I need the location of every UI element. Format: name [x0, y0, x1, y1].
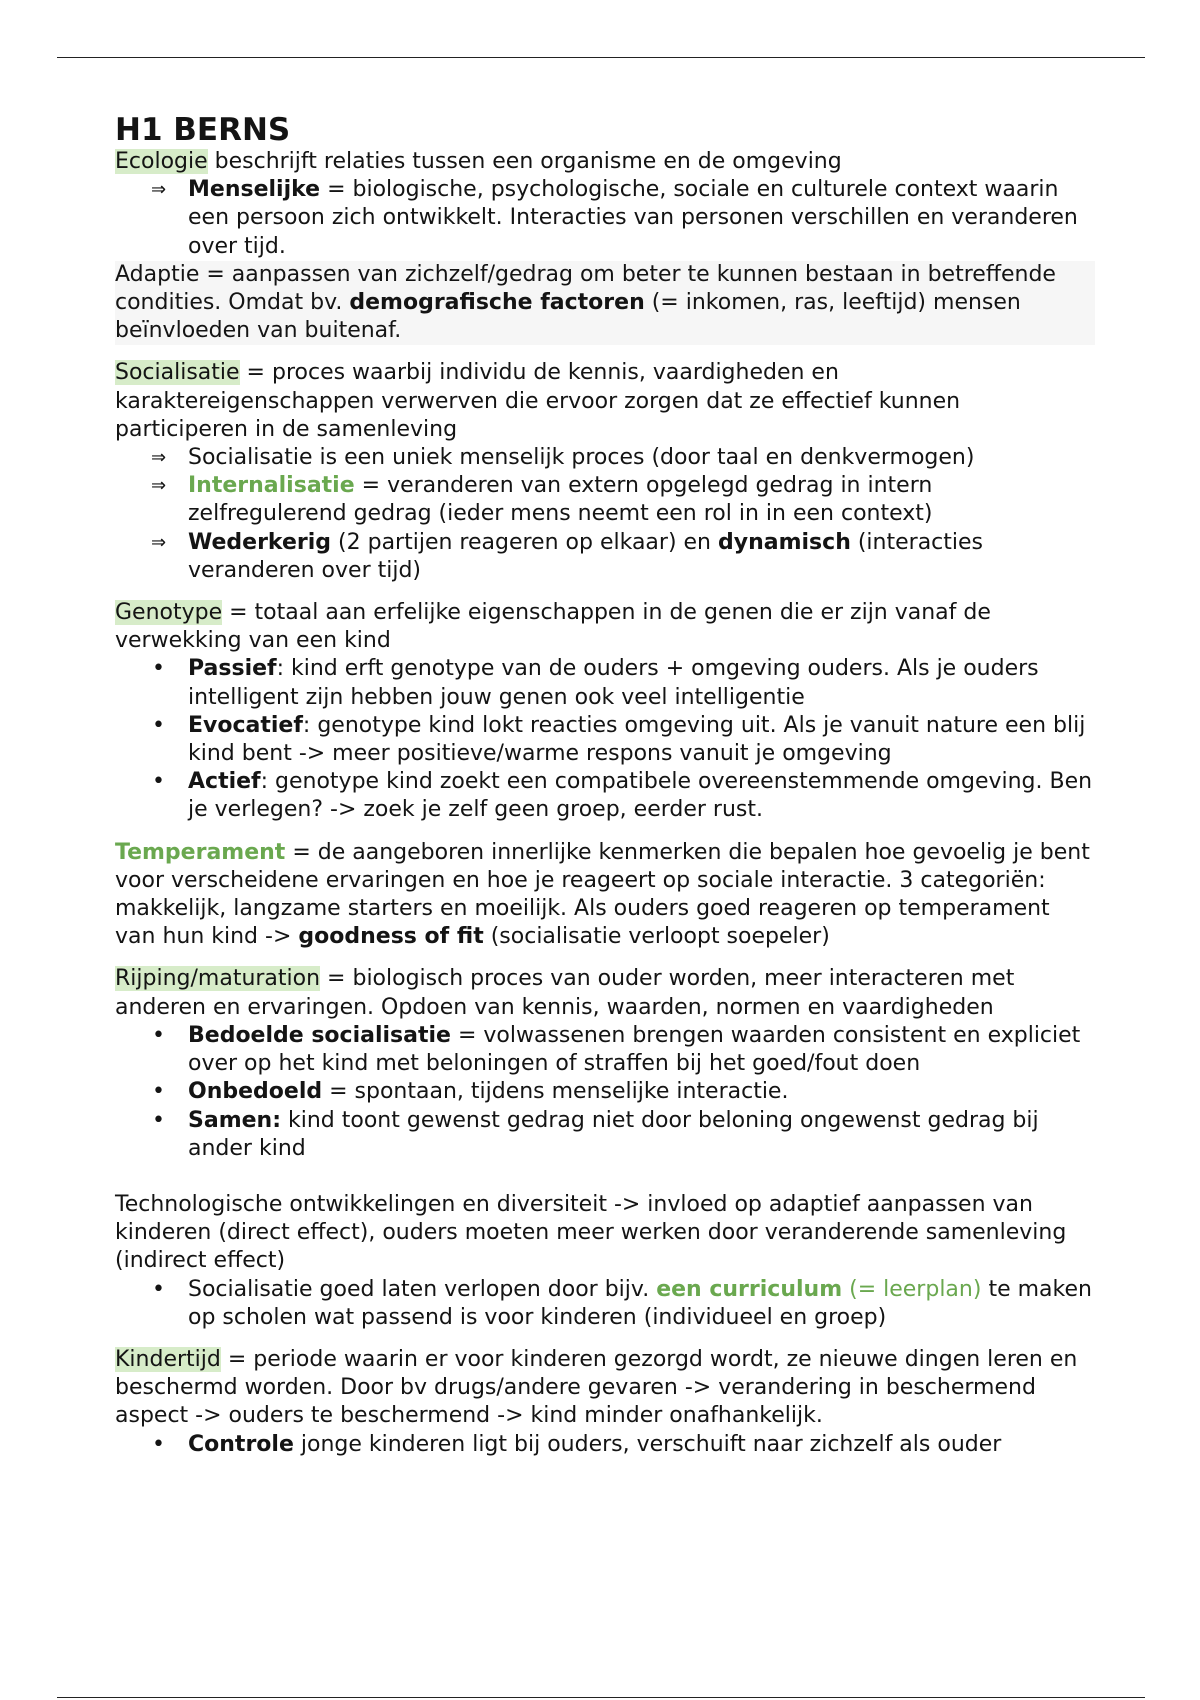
section-rijping: [115, 965, 1095, 1162]
term-highlight: Socialisatie: [115, 360, 240, 386]
term-highlight: Rijping/maturation: [115, 966, 321, 992]
list-item: • Evocatief: genotype kind lokt reacties omgeving uit. Als je vanuit nature een blij kind bent -> meer positieve/warme respons vanuit je omgeving: [115, 712, 1095, 768]
adaptie-paragraph: Adaptie = aanpassen van zichzelf/gedrag om beter te kunnen bestaan in betreffende condities. Omdat bv. demografische factoren (= inkomen, ras, leeftijd) mensen beïnvloeden van buitenaf.: [115, 261, 1095, 346]
footer-rule: [57, 1697, 1145, 1698]
list-item: • Onbedoeld = spontaan, tijdens menselijke interactie.: [115, 1078, 1095, 1106]
section-genotype: [115, 599, 1095, 825]
section-socialisatie: [115, 359, 1095, 585]
list-item: • Controle jonge kinderen ligt bij ouders, verschuift naar zichzelf als ouder: [115, 1431, 1095, 1459]
ecologie-list: [115, 176, 1095, 261]
green-term: een curriculum: [656, 1276, 843, 1302]
list-item: • Samen: kind toont gewenst gedrag niet door beloning ongewenst gedrag bij ander kind: [115, 1107, 1095, 1163]
header-rule: [57, 57, 1145, 58]
list-item: ⇒ Menselijke = biologische, psychologische, sociale en culturele context waarin een persoon zich ontwikkelt. Interacties van personen verschillen en veranderen over tijd.: [115, 176, 1095, 261]
page-title: H1 BERNS: [115, 112, 291, 148]
socialisatie-list: [115, 444, 1095, 585]
temperament-paragraph: Temperament = de aangeboren innerlijke kenmerken die bepalen hoe gevoelig je bent voor verscheidene ervaringen en hoe je reageert op sociale interactie. 3 categoriën: makkelijk, langzame starters en moeilijk. Als ouders goed reageren op temperament van hun kind -> goodness of fit (socialisatie verloopt soepeler): [115, 839, 1090, 950]
technologie-paragraph: Technologische ontwikkelingen en diversiteit -> invloed op adaptief aanpassen van kinderen (direct effect), ouders moeten meer werken door veranderende samenleving (indirect effect): [115, 1191, 1067, 1274]
section-technologie: [115, 1191, 1095, 1332]
document-body: [115, 112, 1095, 1459]
list-item: ⇒ Wederkerig (2 partijen reageren op elkaar) en dynamisch (interacties veranderen over tijd): [115, 529, 1095, 585]
section-kindertijd: [115, 1346, 1095, 1459]
ecologie-definition: Ecologie beschrijft relaties tussen een organisme en de omgeving: [115, 149, 842, 174]
technologie-list: [115, 1276, 1095, 1332]
list-item: ⇒ Socialisatie is een uniek menselijk proces (door taal en denkvermogen): [115, 444, 1095, 472]
socialisatie-definition: Socialisatie = proces waarbij individu de kennis, vaardigheden en karaktereigenschappen verwerven die ervoor zorgen dat ze effectief kunnen participeren in de samenleving: [115, 360, 961, 442]
term-highlight: Genotype: [115, 600, 223, 626]
list-item: • Socialisatie goed laten verlopen door bijv. een curriculum (= leerplan) te maken op scholen wat passend is voor kinderen (individueel en groep): [115, 1276, 1095, 1332]
kindertijd-list: [115, 1431, 1095, 1459]
rijping-definition: Rijping/maturation = biologisch proces van ouder worden, meer interacteren met anderen en ervaringen. Opdoen van kennis, waarden, normen en vaardigheden: [115, 966, 1015, 1020]
section-temperament: [115, 839, 1095, 952]
list-item: • Bedoelde socialisatie = volwassenen brengen waarden consistent en expliciet over op het kind met beloningen of straffen bij het goed/fout doen: [115, 1022, 1095, 1078]
list-item: • Passief: kind erft genotype van de ouders + omgeving ouders. Als je ouders intelligent zijn hebben jouw genen ook veel intelligentie: [115, 655, 1095, 711]
section-ecologie: [115, 148, 1095, 345]
list-item: • Actief: genotype kind zoekt een compatibele overeenstemmende omgeving. Ben je verlegen? -> zoek je zelf geen groep, eerder rust.: [115, 768, 1095, 824]
genotype-list: [115, 655, 1095, 824]
green-term: Temperament: [115, 839, 286, 865]
list-item: ⇒ Internalisatie = veranderen van extern opgelegd gedrag in intern zelfregulerend gedrag (ieder mens neemt een rol in in een context): [115, 472, 1095, 528]
term-highlight: Ecologie: [115, 149, 208, 174]
green-term: Internalisatie: [188, 473, 355, 499]
term-highlight: Kindertijd: [115, 1346, 221, 1372]
rijping-list: [115, 1022, 1095, 1163]
genotype-definition: Genotype = totaal aan erfelijke eigenschappen in de genen die er zijn vanaf de verwekking van een kind: [115, 600, 991, 654]
kindertijd-definition: Kindertijd = periode waarin er voor kinderen gezorgd wordt, ze nieuwe dingen leren en beschermd worden. Door bv drugs/andere gevaren -> verandering in beschermend aspect -> ouders te beschermend -> kind minder onafhankelijk.: [115, 1346, 1078, 1429]
